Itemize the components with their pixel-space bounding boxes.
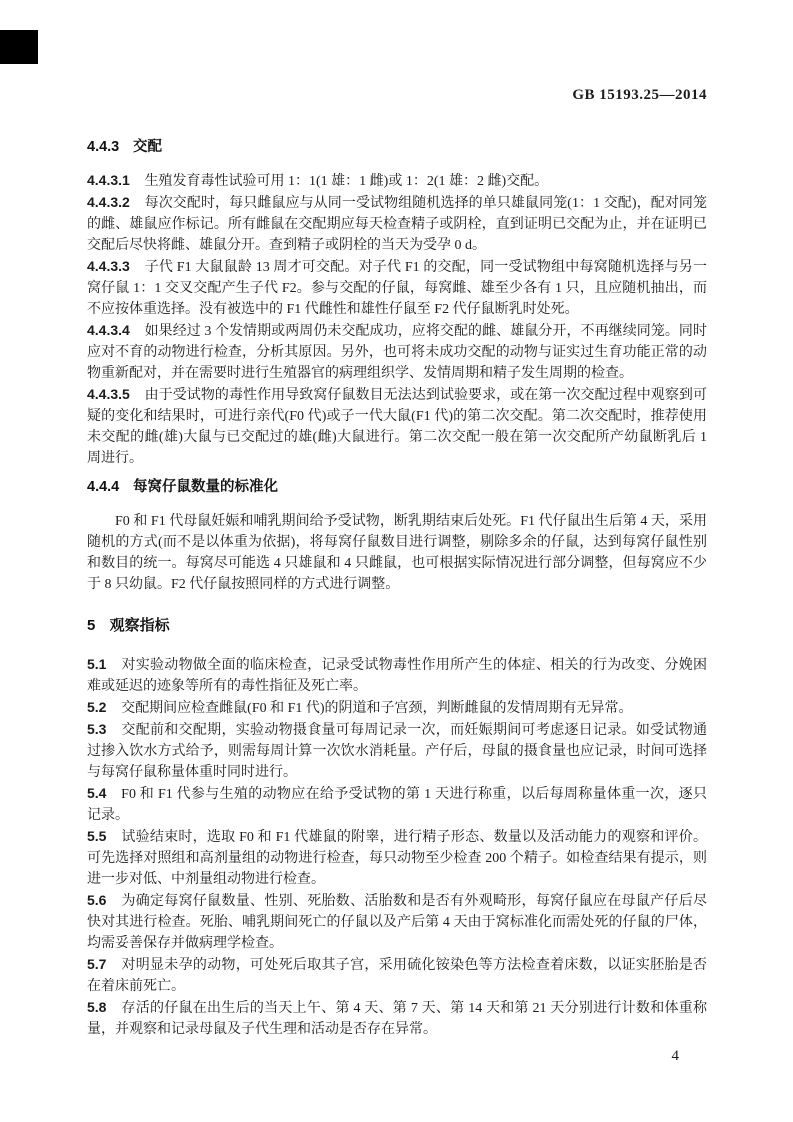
- heading-title: 交配: [133, 139, 163, 155]
- paragraph-4-4-4: [87, 511, 707, 595]
- clause-text: 对明显未孕的动物，可处死后取其子宫，采用硫化铵染色等方法检查着床数，以证实胚胎是否在着床前死亡。: [87, 958, 707, 994]
- page-content: [87, 0, 707, 1065]
- paragraph-text: F0 和 F1 代母鼠妊娠和哺乳期间给予受试物，断乳期结束后处死。F1 代仔鼠出生后第 4 天，采用随机的方式(而不是以体重为依据)，将每窝仔鼠数目进行调整，剔除多余的仔鼠，达到每窝仔鼠性别和数目的统一。每窝尽可能选 4 只雄鼠和 4 只雌鼠，也可根据实际情况进行部分调整，但每窝应不少于 8 只幼鼠。F2 代仔鼠按照同样的方式进行调整。: [87, 514, 707, 592]
- heading-number: 4.4.3: [87, 139, 120, 155]
- clause-number: 5.7: [87, 956, 107, 972]
- clause-5-3: [87, 719, 707, 783]
- standard-number: GB 15193.25—2014: [572, 87, 707, 103]
- heading-number: 5: [87, 617, 96, 634]
- clause-5-4: [87, 783, 707, 826]
- scan-artifact-block: [0, 30, 38, 64]
- clause-text: 子代 F1 大鼠鼠龄 13 周才可交配。对子代 F1 的交配，同一受试物组中每窝随机选择与另一窝仔鼠 1：1 交叉交配产生子代 F2。参与交配的仔鼠，每窝雌、雄至少各有 1 只，且应随机抽出，而不应按体重选择。没有被选中的 F1 代雌性和雄性仔鼠至 F2 代仔鼠断乳时处死。: [87, 260, 707, 317]
- clause-5-5: [87, 826, 707, 890]
- page-number: 4: [671, 1048, 679, 1064]
- clause-number: 5.6: [87, 892, 107, 908]
- heading-title: 观察指标: [109, 617, 170, 634]
- clause-text: F0 和 F1 代参与生殖的动物应在给予受试物的第 1 天进行称重，以后每周称量体重一次，逐只记录。: [87, 787, 707, 823]
- clause-number: 4.4.3.1: [87, 172, 130, 188]
- clause-text: 如果经过 3 个发情期或两周仍未交配成功，应将交配的雌、雄鼠分开，不再继续同笼。同时应对不育的动物进行检查，分析其原因。另外，也可将未成功交配的动物与证实过生育功能正常的动物重新配对，并在需要时进行生殖器官的病理组织学、发情周期和精子发生周期的检查。: [87, 324, 707, 381]
- clause-4-4-3-4: [87, 320, 707, 384]
- clause-number: 4.4.3.2: [87, 194, 130, 210]
- clause-text: 为确定每窝仔鼠数量、性别、死胎数、活胎数和是否有外观畸形，每窝仔鼠应在母鼠产仔后尽快对其进行检查。死胎、哺乳期间死亡的仔鼠以及产后第 4 天由于窝标准化而需处死的仔鼠的尸体，均需妥善保存并做病理学检查。: [87, 894, 707, 951]
- clause-text: 对实验动物做全面的临床检查，记录受试物毒性作用所产生的体症、相关的行为改变、分娩困难或延迟的迹象等所有的毒性指征及死亡率。: [87, 658, 707, 694]
- clause-number: 4.4.3.4: [87, 322, 130, 338]
- clause-4-4-3-1: [87, 170, 707, 192]
- clause-number: 5.4: [87, 785, 107, 801]
- clause-5-1: [87, 654, 707, 697]
- heading-4-4-4: [87, 478, 707, 497]
- clause-number: 5.8: [87, 999, 107, 1015]
- clause-4-4-3-3: [87, 256, 707, 320]
- clause-text: 由于受试物的毒性作用导致窝仔鼠数目无法达到试验要求，或在第一次交配过程中观察到可疑的变化和结果时，可进行亲代(F0 代)或子一代大鼠(F1 代)的第二次交配。第二次交配时，推荐使用未交配的雌(雄)大鼠与已交配过的雄(雌)大鼠进行。第二次交配一般在第一次交配所产幼鼠断乳后 1 周进行。: [87, 388, 707, 466]
- heading-5: [87, 616, 707, 635]
- clause-5-7: [87, 954, 707, 997]
- clause-number: 5.1: [87, 656, 107, 672]
- clause-number: 4.4.3.5: [87, 386, 130, 402]
- heading-title: 每窝仔鼠数量的标准化: [133, 479, 279, 495]
- clause-text: 试验结束时，选取 F0 和 F1 代雄鼠的附睾，进行精子形态、数量以及活动能力的观察和评价。可先选择对照组和高剂量组的动物进行检查，每只动物至少检查 200 个精子。如检查结果有提示，则进一步对低、中剂量组动物进行检查。: [87, 830, 707, 887]
- clause-4-4-3-2: [87, 192, 707, 256]
- clause-4-4-3-5: [87, 384, 707, 469]
- clause-text: 存活的仔鼠在出生后的当天上午、第 4 天、第 7 天、第 14 天和第 21 天分别进行计数和体重称量，并观察和记录母鼠及子代生理和活动是否存在异常。: [87, 1001, 707, 1037]
- clause-text: 每次交配时，每只雌鼠应与从同一受试物组随机选择的单只雄鼠同笼(1：1 交配)，配对同笼的雌、雄鼠应作标记。所有雌鼠在交配期应每天检查精子或阴栓，直到证明已交配为止，并在证明已交配后尽快将雌、雄鼠分开。查到精子或阴栓的当天为受孕 0 d。: [87, 196, 707, 253]
- heading-4-4-3: [87, 138, 707, 157]
- clause-number: 5.3: [87, 721, 107, 737]
- clause-number: 4.4.3.3: [87, 258, 130, 274]
- doc-header: [87, 86, 707, 104]
- clause-number: 5.2: [87, 699, 107, 715]
- clause-5-6: [87, 890, 707, 954]
- heading-number: 4.4.4: [87, 479, 120, 495]
- clause-5-8: [87, 997, 707, 1040]
- clause-text: 交配期间应检查雌鼠(F0 和 F1 代)的阴道和子宫颈，判断雌鼠的发情周期有无异常。: [121, 701, 633, 716]
- clause-5-2: [87, 697, 707, 719]
- clause-text: 交配前和交配期，实验动物摄食量可每周记录一次，而妊娠期间可考虑逐日记录。如受试物通过掺入饮水方式给予，则需每周计算一次饮水消耗量。产仔后，母鼠的摄食量也应记录，时间可选择与每窝仔鼠称量体重时同时进行。: [87, 723, 707, 780]
- clause-text: 生殖发育毒性试验可用 1：1(1 雄：1 雌)或 1：2(1 雄：2 雌)交配。: [144, 174, 549, 189]
- clause-number: 5.5: [87, 828, 107, 844]
